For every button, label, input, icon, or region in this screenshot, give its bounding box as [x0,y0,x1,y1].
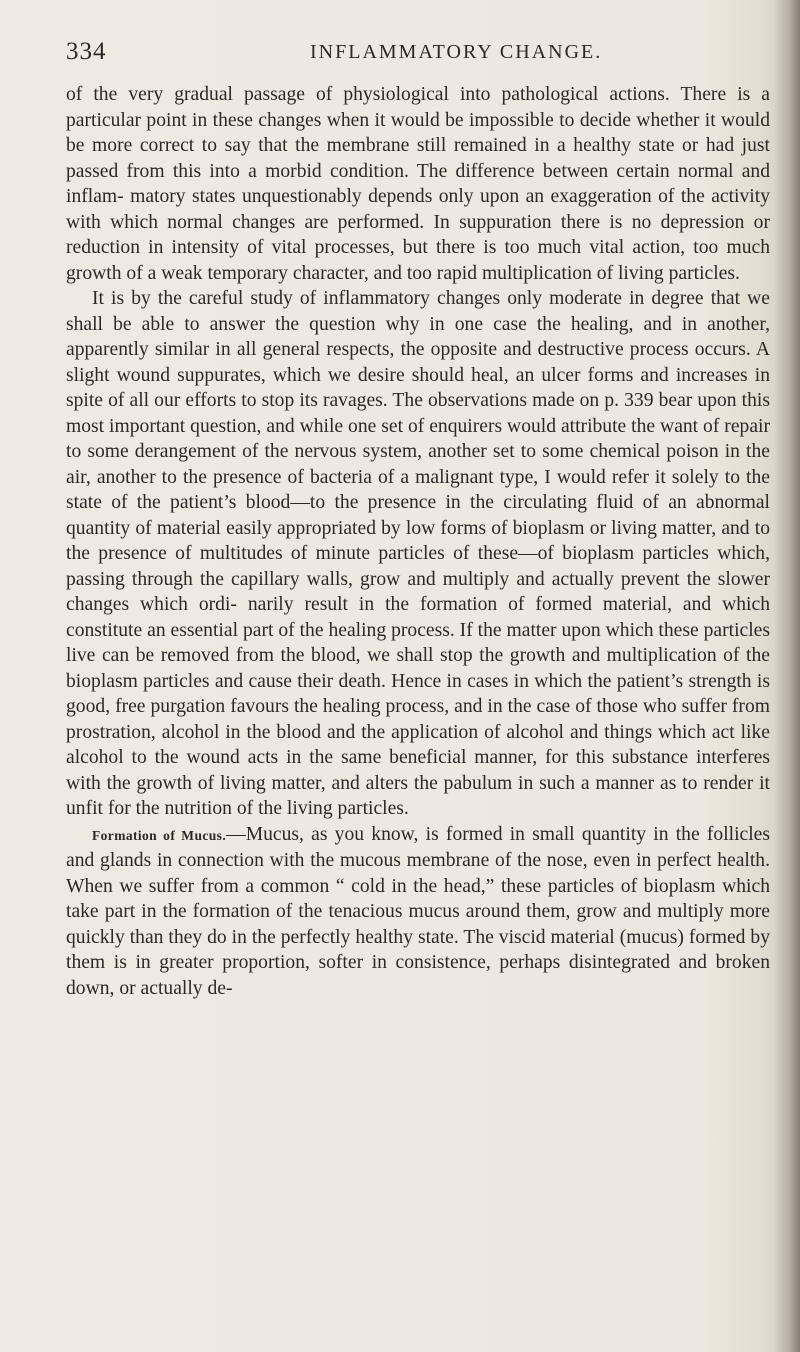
running-title: INFLAMMATORY CHANGE. [310,41,603,63]
paragraph-2: It is by the careful study of inflammatory changes only moderate in degree that we shall be able to answer the question why in one case the healing, and in another, apparently similar in all general respects, the opposite and destructive process occurs. A slight wound suppurates, which we desire should heal, an ulcer forms and increases in spite of all our efforts to stop its ravages. The observations made on p. 339 bear upon this most important question, and while one set of enquirers would attribute the want of repair to some derangement of the nervous system, another set to some chemical poison in the air, another to the presence of bacteria of a malignant type, I would refer it solely to the state of the patient’s blood—to the presence in the circulating fluid of an abnormal quantity of material easily appropriated by low forms of bioplasm or living matter, and to the presence of multitudes of minute particles of these—of bioplasm particles which, passing through the capillary walls, grow and multiply and actually prevent the slower changes which ordi- narily result in the formation of formed material, and which constitute an essential part of the healing process. If the matter upon which these particles live can be removed from the blood, we shall stop the growth and multiplication of the bioplasm particles and cause their death. Hence in cases in which the patient’s strength is good, free purgation favours the healing process, and in the case of those who suffer from prostration, alcohol in the blood and the application of alcohol and things which act like alcohol to the wound acts in the same beneficial manner, for this substance interferes with the growth of living matter, and alters the pabulum in such a manner as to render it unfit for the nutrition of the living particles. [66,288,770,819]
page-edge-shadow [774,0,800,1352]
body-text [66,82,770,1001]
running-head [66,38,766,78]
page-number: 334 [66,38,107,65]
paragraph-3 [66,822,770,1002]
section-heading: Formation of Mucus. [92,827,227,843]
paragraph-1: of the very gradual passage of physiological into pathological actions. There is a particular point in these changes when it would be impossible to decide whether it would be more correct to say that the membrane still remained in a healthy state or had just passed from this into a morbid condition. The difference between certain normal and inflam- matory states unquestionably depends only upon an exaggeration of the activity with which normal changes are performed. In suppuration there is no depression or reduction in intensity of vital processes, but there is too much vital action, too much growth of a weak temporary character, and too rapid multiplication of living particles. [66,84,770,284]
section-text: —Mucus, as you know, is formed in small quantity in the follicles and glands in connection with the mucous membrane of the nose, even in perfect health. When we suffer from a common “ cold in the head,” these particles of bioplasm which take part in the formation of the tenacious mucus around them, grow and multiply more quickly than they do in the perfectly healthy state. The viscid material (mucus) formed by them is in greater proportion, softer in consistence, perhaps disintegrated and broken down, or actually de- [66,823,770,999]
